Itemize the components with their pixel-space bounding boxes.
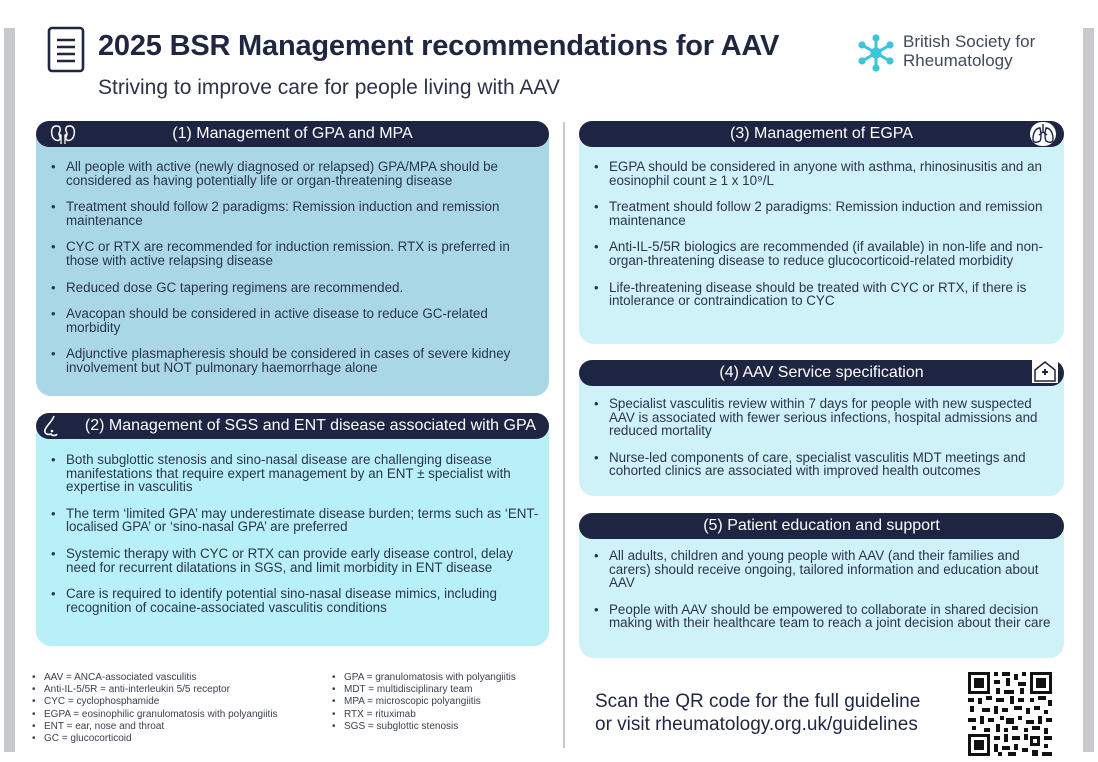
- panel-sgs-ent: [36, 413, 549, 646]
- panel-title: (2) Management of SGS and ENT disease associated with GPA: [84, 417, 537, 434]
- abbreviations-col-1: [30, 672, 278, 745]
- list-item: • Reduced dose GC tapering regimens are recommended.: [50, 281, 541, 295]
- list-item: • All adults, children and young people with AAV (and their families and carers) should receive ongoing, tailored information and education about AAV: [593, 549, 1056, 590]
- abbreviation-item: • GPA = granulomatosis with polyangiitis: [330, 672, 516, 684]
- kidneys-icon: [50, 122, 76, 146]
- list-item: • Specialist vasculitis review within 7 days for people with new suspected AAV is associated with fewer serious infections, hospital admissions and reduced mortality: [593, 397, 1056, 438]
- panel-title: (5) Patient education and support: [703, 517, 940, 534]
- abbreviation-item: • SGS = subglottic stenosis: [330, 721, 516, 733]
- right-border-bar: [1083, 28, 1094, 752]
- abbreviation-item: • GC = glucocorticoid: [30, 733, 278, 745]
- document-icon: [47, 26, 85, 73]
- panel-header: [579, 360, 1064, 386]
- qr-code-icon[interactable]: [968, 672, 1052, 756]
- abbreviation-item: • AAV = ANCA-associated vasculitis: [30, 672, 278, 684]
- hospital-icon: [1032, 359, 1058, 383]
- abbreviation-item: • CYC = cyclophosphamide: [30, 696, 278, 708]
- panel-header: [579, 513, 1064, 539]
- abbreviations-col-2: [330, 672, 516, 733]
- list-item: • EGPA should be considered in anyone with asthma, rhinosinusitis and an eosinophil count ≥ 1 x 10⁹/L: [593, 160, 1056, 187]
- nose-icon: [40, 414, 66, 438]
- abbreviation-item: • Anti-IL-5/5R = anti-interleukin 5/5 receptor: [30, 684, 278, 696]
- logo-line-2: Rheumatology: [903, 51, 1013, 70]
- page-subtitle: Striving to improve care for people living with AAV: [98, 76, 560, 99]
- left-border-bar: [4, 28, 15, 752]
- list-item: • Care is required to identify potential sino-nasal disease mimics, including recognition of cocaine-associated vasculitis conditions: [50, 587, 541, 614]
- panel-title: (3) Management of EGPA: [730, 125, 913, 142]
- list-item: • All people with active (newly diagnosed or relapsed) GPA/MPA should be considered as having potentially life or organ-threatening disease: [50, 160, 541, 187]
- list-item: • The term ‘limited GPA’ may underestimate disease burden; terms such as ‘ENT-localised GPA’ or ‘sino-nasal GPA’ are preferred: [50, 507, 541, 534]
- list-item: • Anti-IL-5/5R biologics are recommended (if available) in non-life and non-organ-threatening disease to reduce glucocorticoid-related morbidity: [593, 240, 1056, 267]
- panel-title: (1) Management of GPA and MPA: [172, 125, 413, 142]
- bsr-logo: [855, 30, 1065, 74]
- abbreviation-item: • RTX = rituximab: [330, 709, 516, 721]
- abbreviation-item: • ENT = ear, nose and throat: [30, 721, 278, 733]
- abbreviation-item: • MPA = microscopic polyangiitis: [330, 696, 516, 708]
- bullet-list: [593, 160, 1056, 308]
- list-item: • Treatment should follow 2 paradigms: Remission induction and remission maintenance: [50, 200, 541, 227]
- list-item: • Nurse-led components of care, specialist vasculitis MDT meetings and cohorted clinics are associated with improved health outcomes: [593, 451, 1056, 478]
- list-item: • Systemic therapy with CYC or RTX can provide early disease control, delay need for recurrent dilatations in SGS, and limit morbidity in ENT disease: [50, 547, 541, 574]
- list-item: • Life-threatening disease should be treated with CYC or RTX, if there is intolerance or contraindication to CYC: [593, 281, 1056, 308]
- panel-gpa-mpa: [36, 121, 549, 396]
- bullet-list: [593, 397, 1056, 478]
- list-item: • CYC or RTX are recommended for induction remission. RTX is preferred in those with active relapsing disease: [50, 240, 541, 267]
- scan-line-2[interactable]: or visit rheumatology.org.uk/guidelines: [595, 714, 918, 735]
- abbreviation-item: • EGPA = eosinophilic granulomatosis with polyangiitis: [30, 709, 278, 721]
- panel-header: [579, 121, 1064, 147]
- column-divider: [563, 122, 565, 748]
- panel-patient-education: [579, 513, 1064, 658]
- list-item: • People with AAV should be empowered to collaborate in shared decision making with their healthcare team to reach a joint decision about their care: [593, 603, 1056, 630]
- panel-header: [36, 121, 549, 147]
- panel-service-spec: [579, 360, 1064, 496]
- list-item: • Treatment should follow 2 paradigms: Remission induction and remission maintenance: [593, 200, 1056, 227]
- guideline-link-text[interactable]: [595, 690, 920, 736]
- logo-line-1: British Society for: [903, 32, 1036, 51]
- abbreviation-item: • MDT = multidisciplinary team: [330, 684, 516, 696]
- bullet-list: [50, 453, 541, 614]
- panel-title: (4) AAV Service specification: [719, 364, 924, 381]
- bullet-list: [593, 549, 1056, 630]
- list-item: • Adjunctive plasmapheresis should be considered in cases of severe kidney involvement but NOT pulmonary haemorrhage alone: [50, 347, 541, 374]
- logo-text: [903, 32, 1035, 70]
- list-item: • Both subglottic stenosis and sino-nasal disease are challenging disease manifestations that require expert management by an ENT ± specialist with expertise in vasculitis: [50, 453, 541, 494]
- bsr-logo-icon: [855, 32, 897, 74]
- panel-header: [36, 413, 549, 439]
- lungs-icon: [1030, 122, 1056, 146]
- scan-line-1: Scan the QR code for the full guideline: [595, 691, 921, 712]
- bullet-list: [50, 160, 541, 375]
- panel-egpa: [579, 121, 1064, 344]
- page-title: 2025 BSR Management recommendations for AAV: [98, 30, 780, 62]
- list-item: • Avacopan should be considered in active disease to reduce GC-related morbidity: [50, 307, 541, 334]
